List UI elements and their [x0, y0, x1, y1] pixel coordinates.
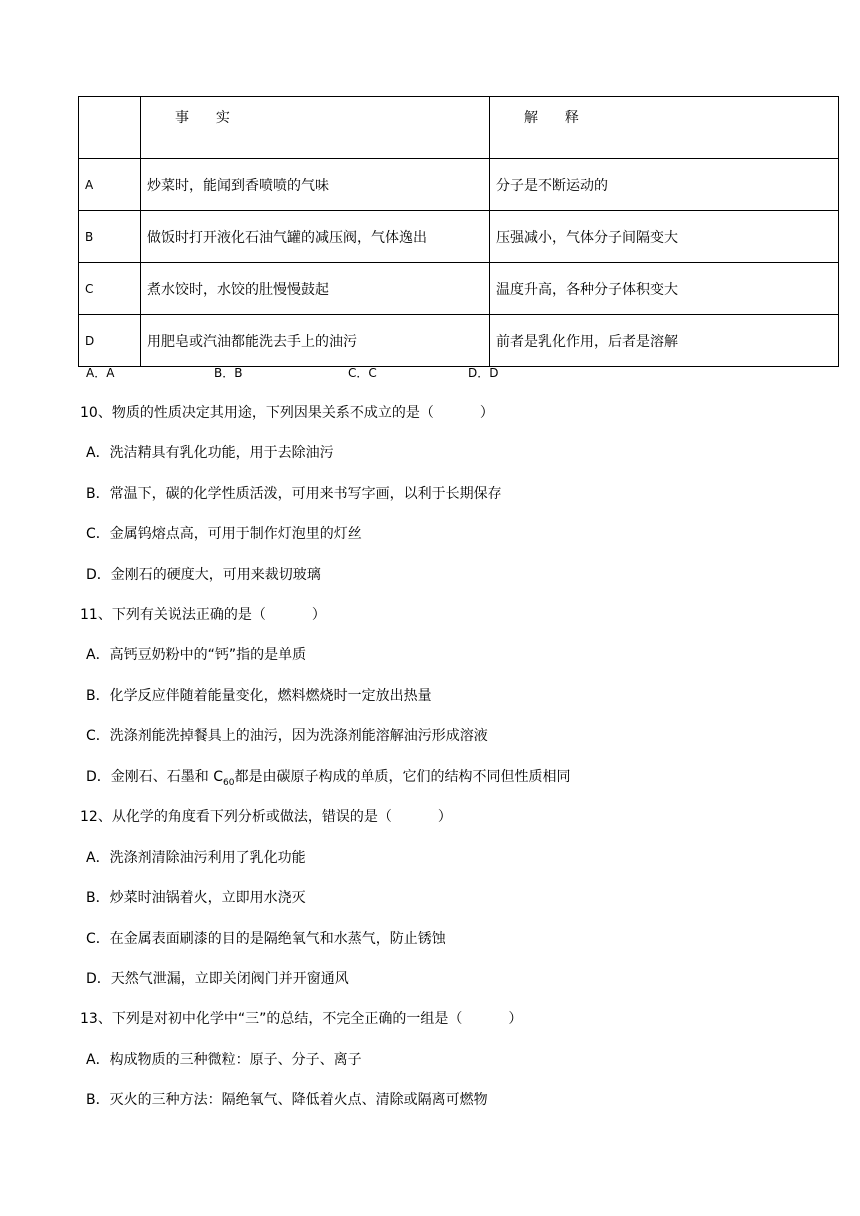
q11-option-b: B．化学反应伴随着能量变化，燃料燃烧时一定放出热量 [86, 688, 432, 704]
row-label: B [79, 211, 141, 263]
q10-option-a: A．洗洁精具有乳化功能，用于去除油污 [86, 445, 334, 461]
row-fact: 煮水饺时，水饺的肚慢慢鼓起 [141, 263, 490, 315]
q10-stem: 10、物质的性质决定其用途，下列因果关系不成立的是（ ） [80, 405, 494, 421]
table-header-fact: 事 实 [141, 97, 490, 159]
q12-stem: 12、从化学的角度看下列分析或做法，错误的是（ ） [80, 809, 452, 825]
table-row [79, 315, 839, 367]
table-row [79, 263, 839, 315]
row-label: A [79, 159, 141, 211]
row-label: D [79, 315, 141, 367]
q9-option-c: C．C [348, 366, 377, 380]
q11-option-a: A．高钙豆奶粉中的“钙”指的是单质 [86, 647, 307, 663]
row-explanation: 温度升高，各种分子体积变大 [490, 263, 839, 315]
q13-stem: 13、下列是对初中化学中“三”的总结，不完全正确的一组是（ ） [80, 1011, 523, 1027]
q11-stem: 11、下列有关说法正确的是（ ） [80, 607, 326, 623]
table-header-row [79, 97, 839, 159]
q9-option-d: D．D [468, 366, 499, 380]
table-header-empty [79, 97, 141, 159]
q10-option-c: C．金属钨熔点高，可用于制作灯泡里的灯丝 [86, 526, 362, 542]
table-row [79, 159, 839, 211]
row-fact: 做饭时打开液化石油气罐的减压阀，气体逸出 [141, 211, 490, 263]
table-header-explanation: 解 释 [490, 97, 839, 159]
q13-option-a: A．构成物质的三种微粒：原子、分子、离子 [86, 1052, 362, 1068]
q10-option-b: B．常温下，碳的化学性质活泼，可用来书写字画，以利于长期保存 [86, 486, 502, 502]
q9-option-b: B．B [214, 366, 243, 380]
q9-option-a: A．A [86, 366, 115, 380]
row-fact: 用肥皂或汽油都能洗去手上的油污 [141, 315, 490, 367]
q12-option-b: B．炒菜时油锅着火，立即用水浇灭 [86, 890, 306, 906]
q12-option-c: C．在金属表面刷漆的目的是隔绝氧气和水蒸气，防止锈蚀 [86, 931, 446, 947]
q12-option-d: D．天然气泄漏，立即关闭阀门并开窗通风 [86, 971, 349, 987]
q10-option-d: D．金刚石的硬度大，可用来裁切玻璃 [86, 567, 321, 583]
row-explanation: 分子是不断运动的 [490, 159, 839, 211]
facts-table [78, 96, 839, 367]
q12-option-a: A．洗涤剂清除油污利用了乳化功能 [86, 850, 306, 866]
row-explanation: 前者是乳化作用，后者是溶解 [490, 315, 839, 367]
q11-option-d: D．金刚石、石墨和 $C_{60}$都是由碳原子构成的单质，它们的结构不同但性质相同 [86, 769, 571, 788]
table-row [79, 211, 839, 263]
row-label: C [79, 263, 141, 315]
row-explanation: 压强减小，气体分子间隔变大 [490, 211, 839, 263]
q13-option-b: B．灭火的三种方法：隔绝氧气、降低着火点、清除或隔离可燃物 [86, 1092, 488, 1108]
row-fact: 炒菜时，能闻到香喷喷的气味 [141, 159, 490, 211]
q11-option-c: C．洗涤剂能洗掉餐具上的油污，因为洗涤剂能溶解油污形成溶液 [86, 728, 488, 744]
